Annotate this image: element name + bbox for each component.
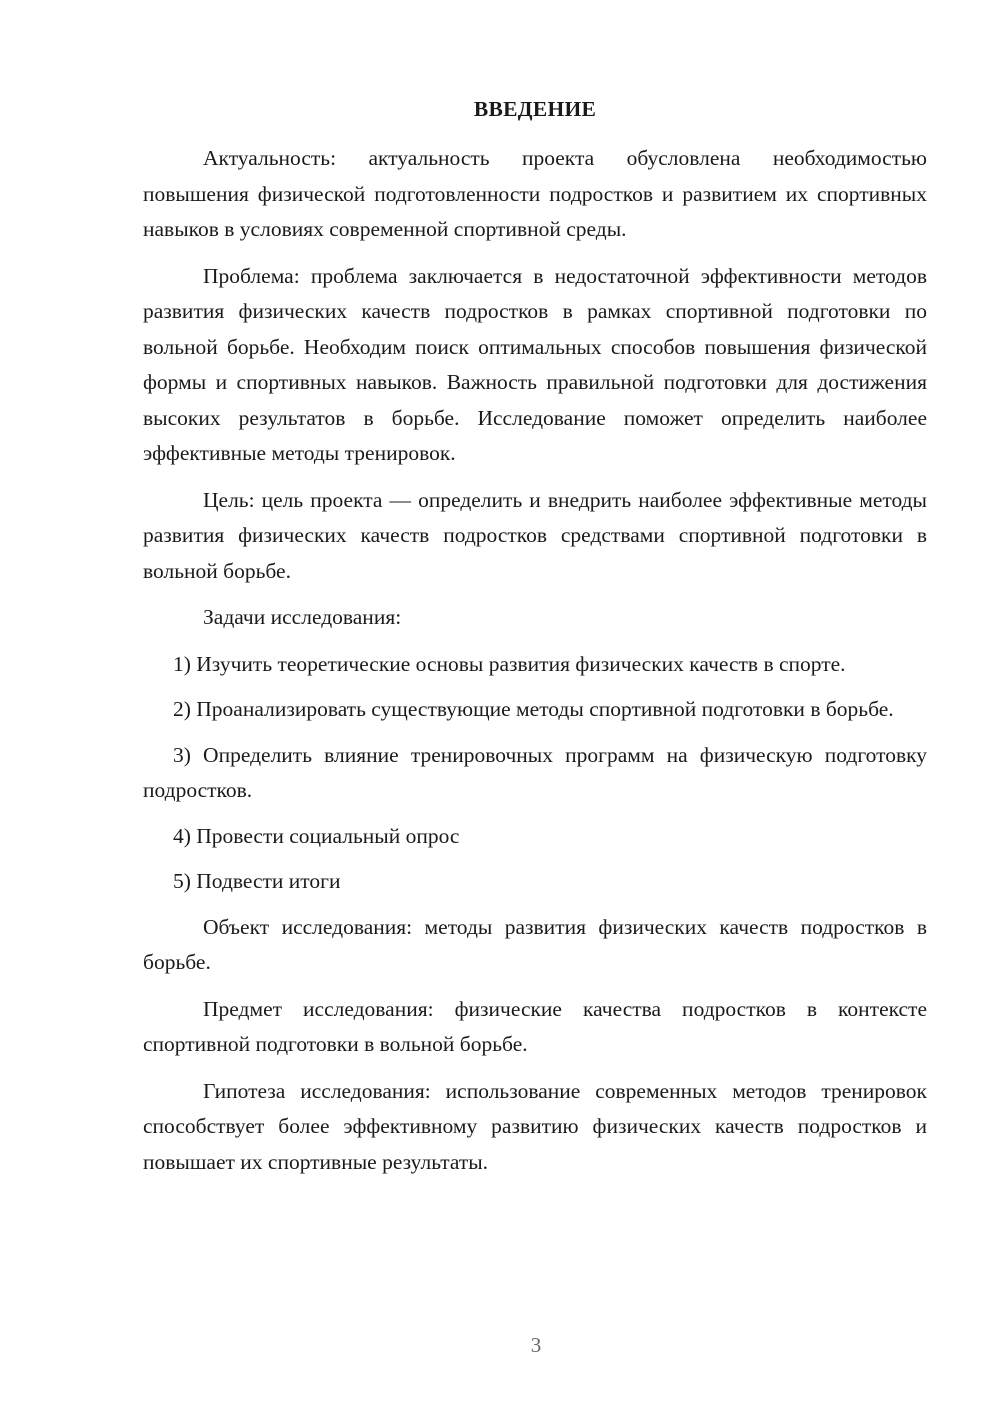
page-number: 3	[530, 1333, 542, 1357]
problem-paragraph: Проблема: проблема заключается в недостаточной эффективности методов развития физических качеств подростков в рамках спортивной подготовки по вольной борьбе. Необходим поиск оптимальных способов повышения физической формы и спортивных навыков. Важность правильной подготовки для достижения высоких результатов в борьбе. Исследование поможет определить наиболее эффективные методы тренировок.	[143, 263, 927, 465]
goal-paragraph: Цель: цель проекта — определить и внедрить наиболее эффективные методы развития физических качеств подростков средствами спортивной подготовки в вольной борьбе.	[143, 487, 927, 583]
subject-paragraph: Предмет исследования: физические качества подростков в контексте спортивной подготовки в вольной борьбе.	[143, 996, 927, 1056]
relevance-paragraph: Актуальность: актуальность проекта обусловлена необходимостью повышения физической подготовленности подростков и развитием их спортивных навыков в условиях современной спортивной среды.	[143, 146, 927, 241]
tasks-heading: Задачи исследования:	[203, 605, 402, 629]
task-item-1: 1) Изучить теоретические основы развития физических качеств в спорте.	[173, 651, 846, 676]
task-item-5: 5) Подвести итоги	[173, 869, 341, 893]
task-item-2: 2) Проанализировать существующие методы спортивной подготовки в борьбе.	[173, 697, 894, 721]
object-paragraph: Объект исследования: методы развития физических качеств подростков в борьбе.	[143, 914, 927, 974]
task-item-4: 4) Провести социальный опрос	[173, 823, 460, 848]
document-body	[143, 92, 927, 1191]
hypothesis-paragraph: Гипотеза исследования: использование современных методов тренировок способствует более эффективному развитию физических качеств подростков и повышает их спортивные результаты.	[143, 1078, 927, 1174]
page-title: ВВЕДЕНИЕ	[473, 97, 597, 121]
task-item-3: 3) Определить влияние тренировочных программ на физическую подготовку подростков.	[143, 742, 927, 802]
